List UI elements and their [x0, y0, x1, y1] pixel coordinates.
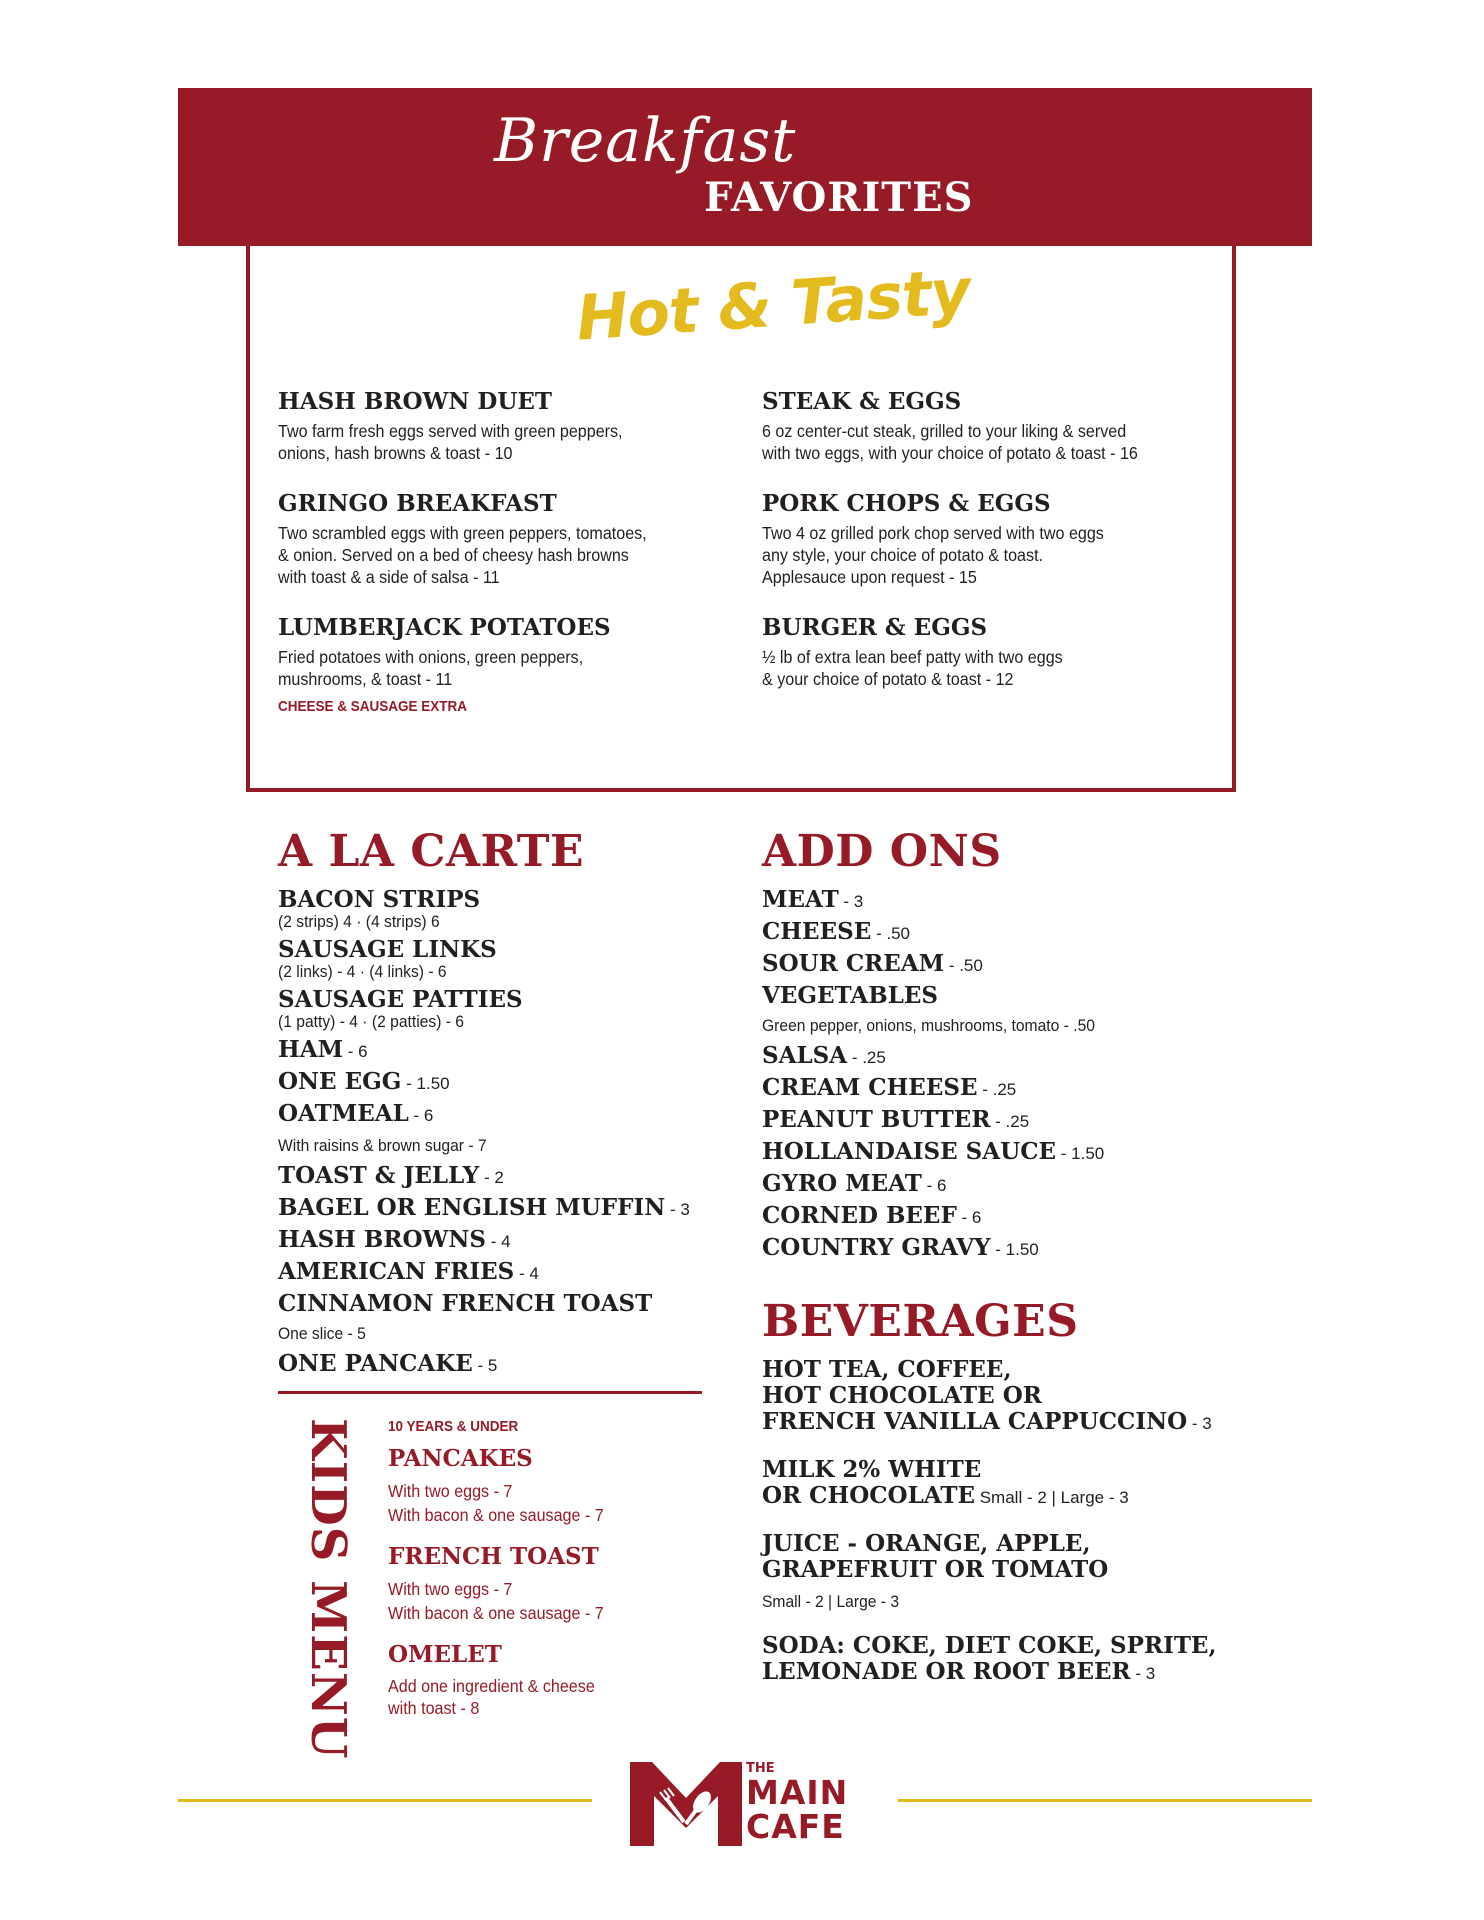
menu-item-name: CORNED BEEF — [762, 1202, 957, 1229]
menu-item-price: - .50 — [944, 956, 983, 975]
beverages-section — [762, 1296, 1216, 1687]
menu-item-note: (2 links) - 4 · (4 links) - 6 — [278, 962, 447, 981]
menu-row — [278, 1035, 690, 1067]
hot-item-desc: Two scrambled eggs with green peppers, tomatoes, — [278, 523, 647, 543]
hot-item-name: GRINGO BREAKFAST — [278, 490, 557, 517]
menu-row — [278, 1161, 690, 1193]
hot-item — [278, 614, 611, 715]
hot-item-name: BURGER & EGGS — [762, 614, 988, 641]
hot-item-desc: ½ lb of extra lean beef patty with two eggs — [762, 647, 1063, 667]
kids-age-note: 10 YEARS & UNDER — [388, 1418, 519, 1435]
menu-item-note: (2 strips) 4 · (4 strips) 6 — [278, 912, 440, 931]
beverage-item — [762, 1457, 1216, 1511]
add-ons-title: ADD ONS — [762, 826, 1002, 877]
hot-item-desc: with two eggs, with your choice of potato & toast - 16 — [762, 443, 1138, 463]
beverage-name-line — [762, 1409, 1216, 1437]
hot-item-desc: mushrooms, & toast - 11 — [278, 669, 453, 689]
menu-item-note: (1 patty) - 4 · (2 patties) - 6 — [278, 1012, 465, 1031]
kids-item — [388, 1641, 622, 1719]
hot-item — [278, 490, 679, 588]
hot-item-desc: & your choice of potato & toast - 12 — [762, 669, 1014, 689]
menu-row — [762, 1201, 1124, 1233]
menu-row — [762, 1137, 1124, 1169]
hot-item — [762, 614, 1089, 690]
menu-item-name: CINNAMON FRENCH TOAST — [278, 1290, 653, 1317]
menu-item-name: SAUSAGE PATTIES — [278, 986, 523, 1013]
menu-item-note: Green pepper, onions, mushrooms, tomato - .50 — [762, 1016, 1095, 1035]
hot-item-desc: with toast & a side of salsa - 11 — [278, 567, 500, 587]
hot-tasty-title: Hot & Tasty — [573, 254, 973, 355]
kids-menu-list — [388, 1445, 622, 1719]
menu-item-name: ONE EGG — [278, 1068, 402, 1095]
kids-item — [388, 1543, 622, 1625]
a-la-carte-divider — [278, 1391, 702, 1394]
menu-item-name: AMERICAN FRIES — [278, 1258, 515, 1285]
beverage-name-line — [762, 1457, 1216, 1483]
kids-item-desc: With two eggs - 7 — [388, 1579, 513, 1599]
menu-item-name: GYRO MEAT — [762, 1170, 922, 1197]
banner-script-title: Breakfast — [494, 106, 797, 176]
hot-item-desc: Applesauce upon request - 15 — [762, 567, 977, 587]
menu-item-price: - 1.50 — [401, 1074, 450, 1093]
main-cafe-logo — [630, 1762, 866, 1846]
menu-row — [762, 885, 1124, 917]
menu-item-price: - .50 — [871, 924, 910, 943]
menu-row — [762, 1233, 1124, 1265]
menu-item-name: BAGEL OR ENGLISH MUFFIN — [278, 1194, 666, 1221]
menu-item-price: - .25 — [847, 1048, 886, 1067]
kids-item-desc: With bacon & one sausage - 7 — [388, 1603, 604, 1623]
hot-item — [762, 388, 1171, 464]
hot-item-name: HASH BROWN DUET — [278, 388, 553, 415]
kids-menu-section — [388, 1418, 622, 1719]
kids-menu-title: KIDS MENU — [300, 1418, 356, 1760]
beverage-item — [762, 1633, 1216, 1687]
menu-row — [278, 1193, 690, 1225]
beverages-title: BEVERAGES — [762, 1296, 1079, 1347]
menu-item-name: OATMEAL — [278, 1100, 409, 1127]
menu-item-note: One slice - 5 — [278, 1324, 366, 1343]
menu-row — [278, 1225, 690, 1257]
menu-item-price: - 1.50 — [1056, 1144, 1105, 1163]
footer-line-left — [178, 1799, 592, 1802]
menu-item-name: ONE PANCAKE — [278, 1350, 473, 1377]
menu-row — [278, 1067, 690, 1099]
menu-row — [762, 1105, 1124, 1137]
menu-item-price: - 6 — [408, 1106, 434, 1125]
kids-item-name: FRENCH TOAST — [388, 1543, 599, 1570]
beverage-name: SODA: COKE, DIET COKE, SPRITE, — [762, 1632, 1217, 1659]
a-la-carte-title: A LA CARTE — [278, 826, 585, 877]
a-la-carte-list — [278, 885, 690, 1381]
banner-bold-title: FAVORITES — [704, 174, 974, 221]
menu-item-price: - .25 — [990, 1112, 1030, 1131]
menu-item-price: - 6 — [956, 1208, 982, 1227]
menu-row — [762, 1073, 1124, 1105]
hot-item-desc: Fried potatoes with onions, green peppers, — [278, 647, 584, 667]
menu-item-name: MEAT — [762, 886, 839, 913]
hot-item-desc: Two farm fresh eggs served with green peppers, — [278, 421, 623, 441]
beverage-name: GRAPEFRUIT OR TOMATO — [762, 1556, 1109, 1583]
menu-item-name: SALSA — [762, 1042, 848, 1069]
a-la-carte-section — [278, 826, 690, 1381]
menu-item-price: - 6 — [343, 1042, 368, 1061]
menu-item-name: COUNTRY GRAVY — [762, 1234, 991, 1261]
hot-item-name: STEAK & EGGS — [762, 388, 962, 415]
kids-item-name: OMELET — [388, 1641, 502, 1668]
menu-item-name: PEANUT BUTTER — [762, 1106, 991, 1133]
menu-item-name: CREAM CHEESE — [762, 1074, 978, 1101]
menu-row — [278, 1099, 690, 1131]
hot-item-desc: Two 4 oz grilled pork chop served with two eggs — [762, 523, 1104, 543]
hot-item-desc: 6 oz center-cut steak, grilled to your liking & served — [762, 421, 1127, 441]
logo-the: THE — [746, 1761, 775, 1776]
beverage-name: HOT CHOCOLATE OR — [762, 1382, 1042, 1409]
hot-item-desc: any style, your choice of potato & toast. — [762, 545, 1044, 565]
menu-row — [762, 981, 1124, 1011]
menu-item-name: HAM — [278, 1036, 344, 1063]
hot-item — [278, 388, 653, 464]
beverage-name-line — [762, 1659, 1216, 1687]
add-ons-section — [762, 826, 1124, 1265]
menu-item-price: - 1.50 — [990, 1240, 1039, 1259]
utensils-m-logo-icon — [630, 1762, 742, 1846]
logo-main: MAIN — [746, 1773, 849, 1812]
kids-item-desc: With two eggs - 7 — [388, 1481, 513, 1501]
add-ons-list — [762, 885, 1124, 1265]
menu-item-price: - 2 — [479, 1168, 504, 1187]
beverage-price: - 3 — [1187, 1414, 1212, 1433]
beverage-price: - 3 — [1130, 1664, 1156, 1683]
beverage-name: JUICE - ORANGE, APPLE, — [762, 1530, 1091, 1557]
footer-line-right — [898, 1799, 1312, 1802]
kids-item — [388, 1445, 622, 1527]
kids-item-name: PANCAKES — [388, 1445, 533, 1472]
beverage-name-line — [762, 1357, 1216, 1383]
menu-item-name: BACON STRIPS — [278, 886, 481, 913]
hot-item-name: PORK CHOPS & EGGS — [762, 490, 1051, 517]
menu-row — [278, 1289, 690, 1319]
beverage-name-line — [762, 1531, 1216, 1557]
menu-item-price: - 3 — [665, 1200, 690, 1219]
beverage-name: OR CHOCOLATE — [762, 1482, 975, 1509]
beverage-name-line — [762, 1383, 1216, 1409]
logo-cafe: CAFE — [746, 1807, 845, 1846]
menu-item-name: HOLLANDAISE SAUCE — [762, 1138, 1057, 1165]
menu-item-name: TOAST & JELLY — [278, 1162, 480, 1189]
hot-item — [762, 490, 1134, 588]
hot-item-desc: & onion. Served on a bed of cheesy hash browns — [278, 545, 629, 565]
hot-item-desc: onions, hash browns & toast - 10 — [278, 443, 513, 463]
menu-item-name: HASH BROWNS — [278, 1226, 486, 1253]
kids-item-desc: with toast - 8 — [388, 1698, 480, 1718]
menu-item-price: - 6 — [921, 1176, 947, 1195]
menu-item-price: - 4 — [514, 1264, 539, 1283]
beverage-name-line — [762, 1557, 1216, 1583]
menu-item-price: - 4 — [485, 1232, 511, 1251]
beverages-list — [762, 1357, 1216, 1687]
menu-item-name: SAUSAGE LINKS — [278, 936, 497, 963]
beverage-price: Small - 2 | Large - 3 — [974, 1488, 1129, 1507]
beverage-item — [762, 1357, 1216, 1437]
menu-item-name: SOUR CREAM — [762, 950, 945, 977]
menu-row — [762, 1169, 1124, 1201]
hot-item-name: LUMBERJACK POTATOES — [278, 614, 611, 641]
menu-row — [762, 917, 1124, 949]
beverage-name: FRENCH VANILLA CAPPUCCINO — [762, 1408, 1188, 1435]
menu-row — [278, 1349, 690, 1381]
menu-row — [762, 949, 1124, 981]
beverage-name: MILK 2% WHITE — [762, 1456, 982, 1483]
hot-item-extra-note: CHEESE & SAUSAGE EXTRA — [278, 698, 468, 715]
menu-item-price: - 5 — [472, 1356, 498, 1375]
menu-item-name: VEGETABLES — [762, 982, 939, 1009]
beverage-name: LEMONADE OR ROOT BEER — [762, 1658, 1131, 1685]
menu-item-price: - .25 — [977, 1080, 1017, 1099]
kids-item-desc: Add one ingredient & cheese — [388, 1676, 595, 1696]
kids-menu-vertical-title — [300, 1418, 360, 1760]
menu-row — [762, 1041, 1124, 1073]
beverage-name-line — [762, 1483, 1216, 1511]
menu-item-note: With raisins & brown sugar - 7 — [278, 1136, 487, 1155]
beverage-name: HOT TEA, COFFEE, — [762, 1356, 1012, 1383]
menu-item-name: CHEESE — [762, 918, 872, 945]
menu-item-price: - 3 — [838, 892, 864, 911]
beverage-item — [762, 1531, 1216, 1613]
beverage-size-prices: Small - 2 | Large - 3 — [762, 1592, 900, 1611]
kids-item-desc: With bacon & one sausage - 7 — [388, 1505, 604, 1525]
beverage-name-line — [762, 1633, 1216, 1659]
menu-row — [278, 1257, 690, 1289]
